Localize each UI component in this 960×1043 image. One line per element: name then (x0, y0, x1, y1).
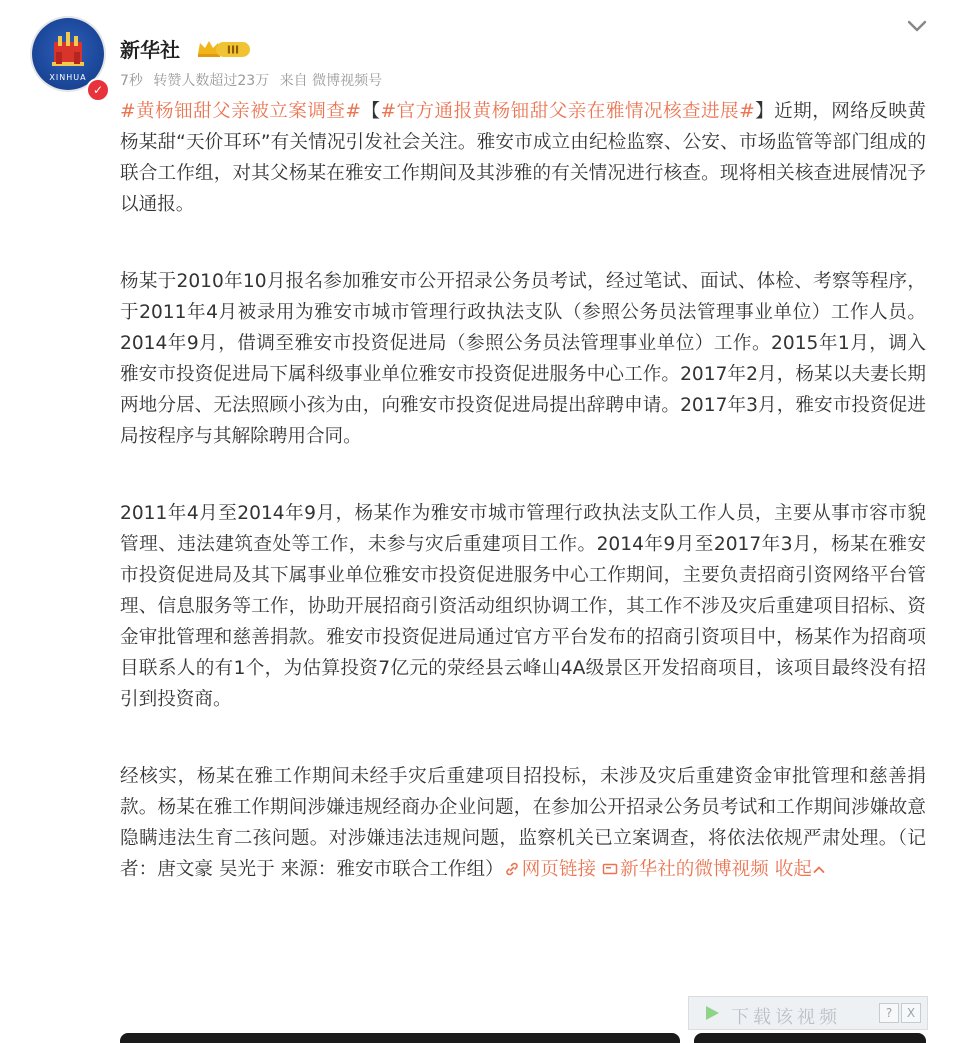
video-link-label: 新华社的微博视频 (620, 859, 769, 880)
post-time[interactable]: 7秒 (120, 73, 143, 89)
paragraph-text: 】近期，网络反映黄杨某甜“天价耳环”有关情况引发社会关注。雅安市成立由纪检监察、公安、市场监管等部门组成的联合工作组，对其父杨某在雅安工作期间及其涉雅的有关情况进行核查。现将相关核查进展情况予以通报。 (120, 101, 926, 215)
post-meta (120, 70, 388, 90)
bracket-open: 【 (360, 101, 381, 122)
link-icon (504, 861, 520, 877)
topic-link[interactable]: #黄杨钿甜父亲被立案调查# (120, 101, 361, 122)
video-thumbnail[interactable] (694, 1033, 926, 1043)
author-name[interactable]: 新华社 (120, 38, 180, 62)
chevron-up-icon (812, 863, 826, 877)
post-paragraph-2: 杨某于2010年10月报名参加雅安市公开招录公务员考试，经过笔试、面试、体检、考察等程序，于2011年4月被录用为雅安市城市管理行政执法支队（参照公务员法管理事业单位）工作人员。2014年9月，借调至雅安市投资促进局（参照公务员法管理事业单位）工作。2015年1月，调入雅安市投资促进局下属科级事业单位雅安市投资促进服务中心工作。2017年2月，杨某以夫妻长期两地分居、无法照顾小孩为由，向雅安市投资促进局提出辞聘申请。2017年3月，雅安市投资促进局按程序与其解除聘用合同。 (120, 271, 926, 447)
close-button[interactable]: X (901, 1003, 921, 1023)
post-content (120, 96, 926, 931)
topic-link[interactable]: #官方通报黄杨钿甜父亲在雅情况核查进展# (380, 101, 755, 122)
post-paragraph-4 (120, 761, 926, 885)
download-video-bar[interactable] (688, 996, 928, 1030)
vip-level: III (226, 43, 240, 57)
vip-crown-badge-icon[interactable] (196, 38, 252, 60)
video-thumbnail[interactable] (120, 1033, 680, 1043)
chevron-down-icon[interactable] (905, 16, 929, 36)
paragraph-text: 经核实，杨某在雅工作期间未经手灾后重建项目招投标，未涉及灾后重建资金审批管理和慈善捐款。杨某在雅工作期间涉嫌违规经商办企业问题，在参加公开招录公务员考试和工作期间涉嫌故意隐瞒违法生育二孩问题。对涉嫌违法违规问题，监察机关已立案调查，将依法依规严肃处理。（记者：唐文豪 吴光于 来源：雅安市联合工作组） (120, 766, 926, 880)
collapse-label: 收起 (774, 859, 812, 880)
repost-count: 转赞人数超过23万 (153, 73, 270, 89)
video-icon (602, 861, 618, 877)
download-video-label[interactable]: 下载该视频 (731, 1007, 841, 1028)
play-icon (703, 1004, 721, 1022)
web-link-label: 网页链接 (521, 859, 597, 880)
help-button[interactable]: ? (879, 1003, 899, 1023)
web-link[interactable] (504, 859, 596, 880)
post-paragraph-3: 2011年4月至2014年9月，杨某作为雅安市城市管理行政执法支队工作人员，主要从事市容市貌管理、违法建筑查处等工作，未参与灾后重建项目工作。2014年9月至2017年3月，杨某在雅安市投资促进局及其下属事业单位雅安市投资促进服务中心工作期间，主要负责招商引资网络平台管理、信息服务等工作，协助开展招商引资活动组织协调工作，其工作不涉及灾后重建项目招标、资金审批管理和慈善捐款。雅安市投资促进局通过官方平台发布的招商引资项目中，杨某作为招商项目联系人的有1个，为估算投资7亿元的荥经县云峰山4A级景区开发招商项目，该项目最终没有招引到投资商。 (120, 503, 926, 710)
collapse-button[interactable] (775, 859, 828, 880)
verified-badge-icon: ✓ (86, 78, 110, 102)
post-paragraph-1 (120, 96, 926, 220)
video-link[interactable] (602, 859, 769, 880)
post-source[interactable]: 来自 微博视频号 (279, 73, 383, 89)
avatar-text: XINHUA (49, 73, 87, 82)
